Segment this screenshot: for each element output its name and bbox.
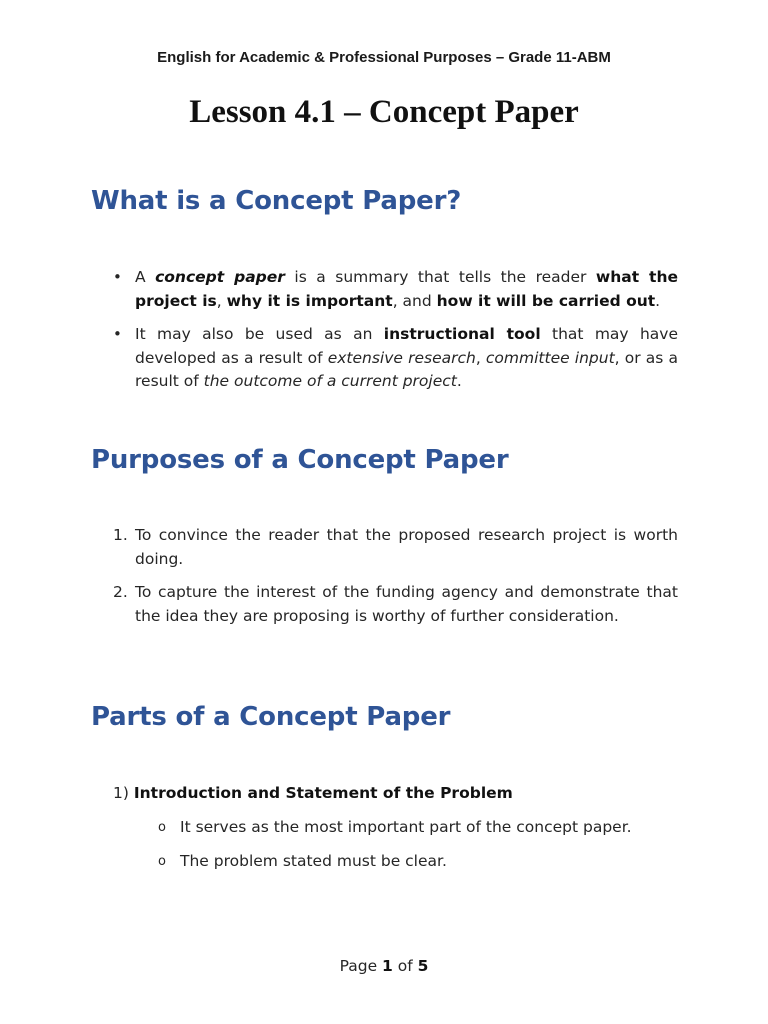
- sub-item-text: It serves as the most important part of the concept paper.: [180, 818, 632, 836]
- emphasis-committee-input: committee input: [485, 348, 615, 367]
- total-page-count: 5: [417, 957, 429, 975]
- bullet-marker: •: [113, 268, 122, 286]
- text-run: , or as a result of: [135, 348, 678, 390]
- emphasis-why-important: why it is important: [226, 291, 393, 310]
- item-number: 2.: [113, 583, 128, 601]
- text-run: .: [456, 372, 462, 390]
- part-heading: [113, 784, 513, 802]
- sub-list-item: [158, 850, 688, 874]
- hollow-bullet-marker: o: [158, 820, 166, 835]
- text-run: that may have developed as a result of: [135, 325, 678, 367]
- sub-list-item: [158, 816, 688, 840]
- part-number: 1): [113, 784, 129, 802]
- bullet-item-instructional-tool: [113, 323, 678, 394]
- numbered-item: [113, 581, 678, 628]
- item-number: 1.: [113, 526, 128, 544]
- item-text: To convince the reader that the proposed research project is worth doing.: [135, 526, 678, 568]
- text-run: ,: [216, 291, 227, 310]
- part-title: Introduction and Statement of the Problem: [133, 784, 513, 802]
- emphasis-extensive-research: extensive research: [327, 348, 476, 367]
- lesson-title: Lesson 4.1 – Concept Paper: [189, 94, 579, 130]
- emphasis-outcome: the outcome of a current project: [203, 372, 457, 390]
- page-footer: [0, 957, 768, 975]
- emphasis-concept-paper: concept paper: [155, 268, 285, 286]
- text-run: It may also be used as an: [135, 325, 384, 343]
- hollow-bullet-marker: o: [158, 853, 166, 869]
- current-page-number: 1: [382, 957, 393, 975]
- item-text: To capture the interest of the funding agency and demonstrate that the idea they are proposing is worthy of further consideration.: [135, 583, 678, 625]
- footer-of: of: [392, 957, 418, 975]
- sub-item-text: The problem stated must be clear.: [180, 851, 447, 870]
- text-run: ,: [475, 348, 486, 367]
- emphasis-what-project: what the project is: [135, 268, 679, 310]
- bullet-marker: •: [113, 325, 122, 343]
- text-run: , and: [392, 291, 437, 310]
- text-run: .: [655, 291, 661, 310]
- text-run: is a summary that tells the reader: [284, 268, 596, 286]
- section-heading-purposes: Purposes of a Concept Paper: [91, 445, 509, 475]
- emphasis-instructional-tool: instructional tool: [383, 325, 541, 343]
- footer-prefix: Page: [339, 957, 383, 975]
- section-heading-what-is: What is a Concept Paper?: [91, 186, 462, 216]
- numbered-item: [113, 524, 678, 571]
- emphasis-how-carried-out: how it will be carried out: [436, 291, 656, 310]
- text-run: A: [135, 268, 156, 286]
- section-heading-parts: Parts of a Concept Paper: [91, 702, 451, 732]
- bullet-item-definition: [113, 266, 678, 313]
- purposes-numbered-list: [113, 524, 678, 628]
- running-header: English for Academic & Professional Purposes – Grade 11-ABM: [157, 49, 611, 66]
- what-is-bullet-list: [113, 266, 678, 394]
- part-sub-list: [158, 816, 688, 873]
